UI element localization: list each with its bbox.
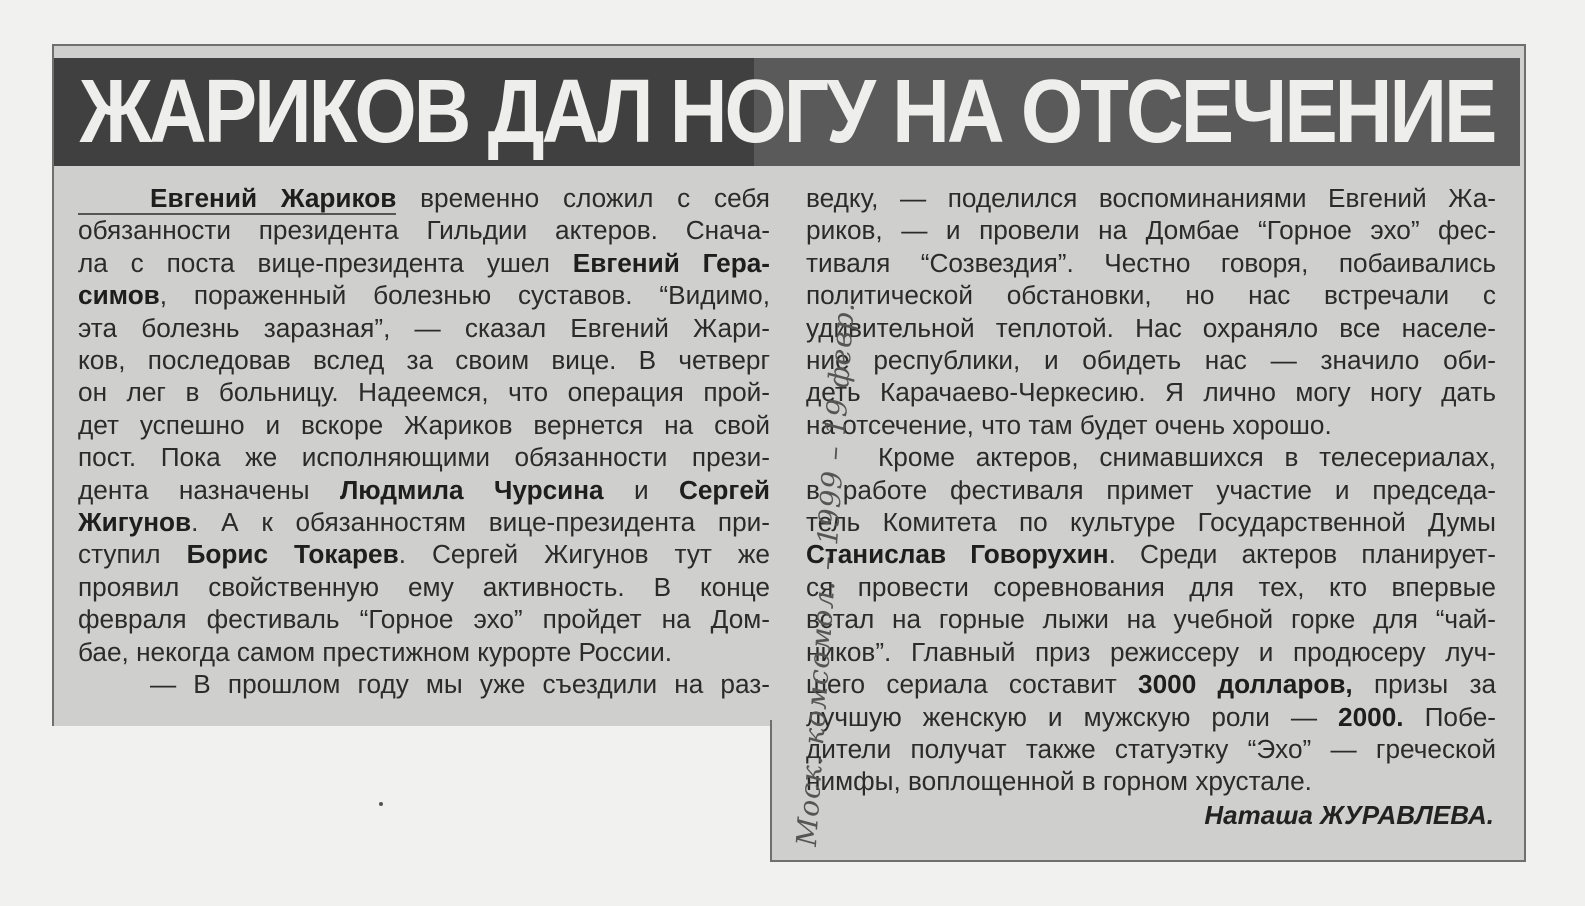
article-line — [806, 506, 1496, 538]
text-run: ков, последовав вслед за своим вице. В четверг — [78, 345, 770, 376]
text-run: дители получат также статуэтку “Эхо” — греческой — [806, 733, 1496, 764]
article-line — [806, 636, 1496, 668]
article-line — [806, 441, 1496, 473]
text-run: и — [603, 474, 679, 505]
article-line — [806, 376, 1496, 408]
article-line — [806, 214, 1496, 246]
text-run: . Среди актеров планирует- — [1108, 539, 1496, 570]
article-line — [78, 474, 770, 506]
article-column-left — [78, 182, 770, 701]
article-line — [78, 182, 770, 214]
text-run: тиваля “Созвездия”. Честно говоря, побаивались — [806, 247, 1496, 278]
article-line — [78, 636, 770, 668]
article-column-right — [806, 182, 1496, 798]
text-run: дента назначены — [78, 474, 340, 505]
article-line — [806, 409, 1496, 441]
text-run: ние республики, и обидеть нас — значило оби- — [806, 345, 1496, 376]
text-run: эта болезнь заразная”, — сказал Евгений Жари- — [78, 312, 770, 343]
text-run: — В прошлом году мы уже съездили на раз- — [150, 669, 770, 700]
article-line — [806, 668, 1496, 700]
text-run: деть Карачаево-Черкесию. Я лично могу ногу дать — [806, 377, 1496, 408]
article-line — [806, 733, 1496, 765]
text-run: временно сложил с себя — [396, 183, 770, 213]
article-line — [806, 247, 1496, 279]
article-line — [78, 279, 770, 311]
text-run: ников”. Главный приз режиссеру и продюсеру луч- — [806, 636, 1496, 667]
text-run: риков, — и провели на Домбае “Горное эхо” фес- — [806, 215, 1496, 246]
bold-name: Станислав Говорухин — [806, 539, 1109, 570]
bold-name: Жигунов — [78, 507, 192, 538]
bold-name: Евгений Жариков — [78, 183, 396, 215]
article-line — [78, 506, 770, 538]
article-line — [78, 247, 770, 279]
article-line — [78, 538, 770, 570]
text-run: дет успешно и вскоре Жариков вернется на свой — [78, 409, 770, 440]
article-line — [78, 603, 770, 635]
byline: Наташа ЖУРАВЛЕВА. — [1204, 800, 1494, 830]
text-run: . А к обязанностям вице-президента при- — [191, 507, 770, 538]
text-run: в работе фестиваля примет участие и председа- — [806, 474, 1496, 505]
text-run: проявил свойственную ему активность. В конце — [78, 571, 770, 602]
article-line — [806, 344, 1496, 376]
text-run: ступил — [78, 539, 187, 570]
text-run: встал на горные лыжи на учебной горке для “чай- — [806, 604, 1496, 635]
bold-name: Людмила Чурсина — [339, 474, 604, 505]
bold-name: Евгений Гера- — [572, 247, 770, 278]
bold-name: симов — [78, 280, 160, 311]
headline: ЖАРИКОВ ДАЛ НОГУ НА ОТСЕЧЕНИЕ — [79, 61, 1495, 162]
article-line — [806, 538, 1496, 570]
handwritten-annotation: Моск. комсомол. – 1999 – 19 февр. — [790, 300, 861, 848]
article-line — [78, 344, 770, 376]
text-run: обязанности президента Гильдии актеров. Снача- — [78, 215, 770, 246]
article-line — [806, 701, 1496, 733]
text-run: ла с поста вице-президента ушел — [78, 247, 573, 278]
article-line — [806, 603, 1496, 635]
text-run: призы за — [1352, 669, 1497, 700]
article-line — [806, 182, 1496, 214]
article-line — [78, 441, 770, 473]
paper-speck — [379, 802, 383, 806]
text-run: на отсечение, что там будет очень хорошо. — [806, 409, 1332, 440]
text-run: февраля фестиваль “Горное эхо” пройдет на Дом- — [78, 604, 770, 635]
text-run: политической обстановки, но нас встречали с — [806, 280, 1496, 311]
bold-name: 2000. — [1338, 701, 1404, 732]
text-run: ся провести соревнования для тех, кто впервые — [806, 571, 1496, 602]
article-line — [78, 571, 770, 603]
text-run: Побе- — [1403, 701, 1496, 732]
text-run: он лег в больницу. Надеемся, что операция прой- — [78, 377, 770, 408]
text-run: нимфы, воплощенной в горном хрустале. — [806, 766, 1312, 797]
text-run: , пораженный болезнью суставов. “Видимо, — [159, 280, 770, 311]
article-line — [806, 279, 1496, 311]
text-run: лучшую женскую и мужскую роли — — [806, 701, 1339, 732]
bold-name: Борис Токарев — [186, 539, 399, 570]
article-line — [78, 668, 770, 700]
bold-name: 3000 долларов, — [1138, 669, 1353, 700]
text-run: тель Комитета по культуре Государственной Думы — [806, 507, 1496, 538]
article-line — [78, 312, 770, 344]
article-line — [806, 474, 1496, 506]
text-run: удивительной теплотой. Нас охраняло все населе- — [806, 312, 1496, 343]
article-line — [806, 765, 1496, 797]
text-run: шего сериала составит — [806, 669, 1139, 700]
bold-name: Сергей — [678, 474, 770, 505]
text-run: бае, некогда самом престижном курорте России. — [78, 636, 673, 667]
article-line — [806, 312, 1496, 344]
text-run: пост. Пока же исполняющими обязанности прези- — [78, 442, 770, 473]
text-run: ведку, — поделился воспоминаниями Евгений Жа- — [806, 183, 1496, 213]
article-line — [78, 376, 770, 408]
text-run: . Сергей Жигунов тут же — [398, 539, 770, 570]
article-line — [78, 214, 770, 246]
article-line — [806, 571, 1496, 603]
article-line — [78, 409, 770, 441]
text-run: Кроме актеров, снимавшихся в телесериалах, — [878, 442, 1496, 473]
